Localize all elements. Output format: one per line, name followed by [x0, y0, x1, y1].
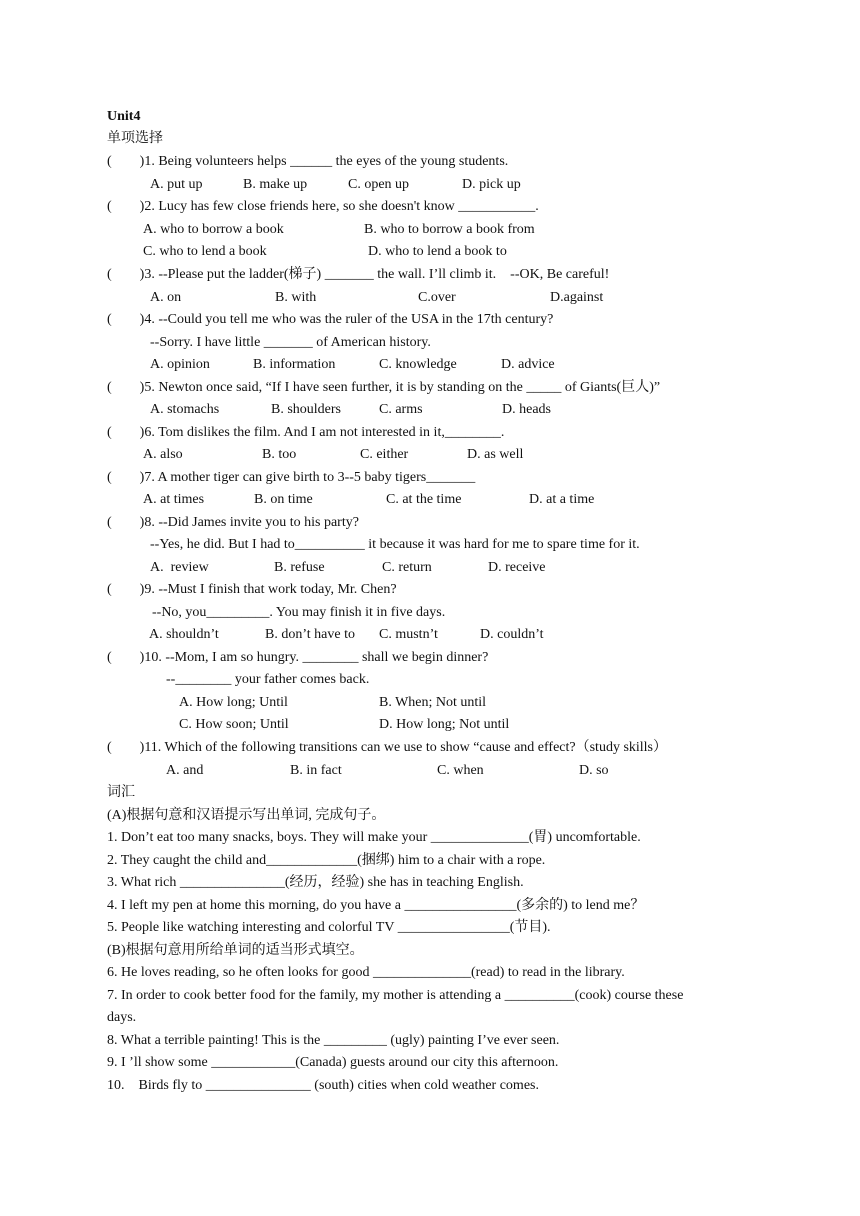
vocab-item-8: 8. What a terrible painting! This is the _________ (ugly) painting I’ve ever seen.: [107, 1033, 560, 1048]
q3-option-c: C.over: [418, 290, 456, 305]
q7-option-b: B. on time: [254, 492, 313, 507]
q11-option-b: B. in fact: [290, 763, 342, 778]
q5-option-d: D. heads: [502, 402, 551, 417]
q10-option-b: B. When; Not until: [379, 695, 487, 710]
question-7-stem: ( )7. A mother tiger can give birth to 3--5 baby tigers_______: [107, 470, 476, 485]
vocab-item-7-cont: days.: [107, 1010, 137, 1025]
q5-option-b: B. shoulders: [271, 402, 341, 417]
q6-option-b: B. too: [262, 447, 297, 462]
q7-option-c: C. at the time: [386, 492, 462, 507]
q10-option-a: A. How long; Until: [179, 695, 288, 710]
question-3-stem: ( )3. --Please put the ladder(梯子) _______ the wall. I’ll climb it. --OK, Be careful!: [107, 267, 610, 282]
q4-option-d: D. advice: [501, 357, 555, 372]
question-6-stem: ( )6. Tom dislikes the film. And I am not interested in it,________.: [107, 425, 505, 440]
unit-title: Unit4: [107, 109, 141, 124]
q10-option-c: C. How soon; Until: [179, 717, 289, 732]
q2-option-a: A. who to borrow a book: [143, 222, 284, 237]
q6-option-c: C. either: [360, 447, 409, 462]
q9-option-d: D. couldn’t: [480, 627, 544, 642]
question-11-stem: ( )11. Which of the following transitions can we use to show “cause and effect?（study skills）: [107, 740, 668, 755]
question-1-stem: ( )1. Being volunteers helps ______ the eyes of the young students.: [107, 154, 509, 169]
q7-option-d: D. at a time: [529, 492, 595, 507]
q2-option-b: B. who to borrow a book from: [364, 222, 535, 237]
q5-option-c: C. arms: [379, 402, 423, 417]
q10-option-d: D. How long; Not until: [379, 717, 510, 732]
vocab-item-5: 5. People like watching interesting and colorful TV ________________(节目).: [107, 920, 551, 935]
question-5-stem: ( )5. Newton once said, “If I have seen further, it is by standing on the _____ of Giants(巨人)”: [107, 380, 661, 395]
q3-option-d: D.against: [550, 290, 604, 305]
q4-option-c: C. knowledge: [379, 357, 457, 372]
section-vocab-heading: 词汇: [107, 785, 135, 800]
q6-option-a: A. also: [143, 447, 183, 462]
q11-option-a: A. and: [166, 763, 204, 778]
q5-option-a: A. stomachs: [150, 402, 220, 417]
q6-option-d: D. as well: [467, 447, 524, 462]
question-10-line2: --________ your father comes back.: [166, 672, 370, 687]
q4-option-b: B. information: [253, 357, 336, 372]
q1-option-d: D. pick up: [462, 177, 521, 192]
question-8-line2: --Yes, he did. But I had to__________ it because it was hard for me to spare time for it.: [150, 537, 640, 552]
q8-option-c: C. return: [382, 560, 432, 575]
vocab-item-3: 3. What rich _______________(经历，经验) she has in teaching English.: [107, 875, 524, 890]
section-choice-heading: 单项选择: [107, 131, 163, 146]
q1-option-a: A. put up: [150, 177, 203, 192]
q1-option-c: C. open up: [348, 177, 410, 192]
q11-option-c: C. when: [437, 763, 484, 778]
question-8-stem: ( )8. --Did James invite you to his party?: [107, 515, 359, 530]
q3-option-b: B. with: [275, 290, 317, 305]
vocab-item-1: 1. Don’t eat too many snacks, boys. They will make your ______________(胃) uncomfortable.: [107, 830, 641, 845]
q9-option-c: C. mustn’t: [379, 627, 438, 642]
part-a-instruction: (A)根据句意和汉语提示写出单词, 完成句子。: [107, 808, 386, 823]
q11-option-d: D. so: [579, 763, 609, 778]
question-2-stem: ( )2. Lucy has few close friends here, so she doesn't know ___________.: [107, 199, 539, 214]
q7-option-a: A. at times: [143, 492, 205, 507]
vocab-item-4: 4. I left my pen at home this morning, do you have a ________________(多余的) to lend me？: [107, 898, 645, 913]
vocab-item-10: 10. Birds fly to _______________ (south) cities when cold weather comes.: [107, 1078, 539, 1093]
vocab-item-6: 6. He loves reading, so he often looks for good ______________(read) to read in the library.: [107, 965, 625, 980]
q8-option-d: D. receive: [488, 560, 546, 575]
question-4-stem: ( )4. --Could you tell me who was the ruler of the USA in the 17th century?: [107, 312, 554, 327]
vocab-item-2: 2. They caught the child and_____________(捆绑) him to a chair with a rope.: [107, 853, 546, 868]
part-b-instruction: (B)根据句意用所给单词的适当形式填空。: [107, 943, 364, 958]
q3-option-a: A. on: [150, 290, 182, 305]
question-9-stem: ( )9. --Must I finish that work today, Mr. Chen?: [107, 582, 397, 597]
q2-option-c: C. who to lend a book: [143, 244, 267, 259]
q1-option-b: B. make up: [243, 177, 308, 192]
q8-option-b: B. refuse: [274, 560, 325, 575]
q2-option-d: D. who to lend a book to: [368, 244, 507, 259]
question-9-line2: --No, you_________. You may finish it in five days.: [152, 605, 446, 620]
q9-option-a: A. shouldn’t: [149, 627, 219, 642]
vocab-item-9: 9. I ’ll show some ____________(Canada) guests around our city this afternoon.: [107, 1055, 559, 1070]
question-4-line2: --Sorry. I have little _______ of American history.: [150, 335, 431, 350]
question-10-stem: ( )10. --Mom, I am so hungry. ________ shall we begin dinner?: [107, 650, 489, 665]
q4-option-a: A. opinion: [150, 357, 210, 372]
q9-option-b: B. don’t have to: [265, 627, 355, 642]
vocab-item-7: 7. In order to cook better food for the family, my mother is attending a __________(cook) course these: [107, 988, 684, 1003]
q8-option-a: A. review: [150, 560, 209, 575]
